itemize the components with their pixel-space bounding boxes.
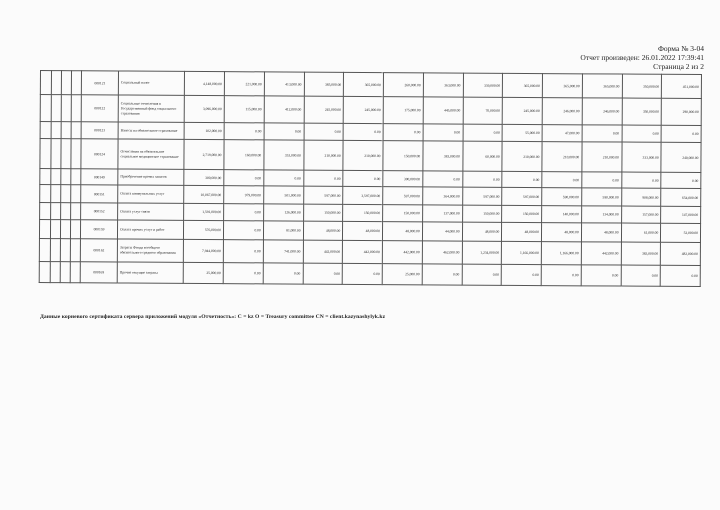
certificate-footer: Данные корневого сертификата сервера приложений модуля «Отчетность»: C = kz O = Treasury committee CN = client.kazynashylyk.kz (40, 314, 386, 320)
month-value: 339,000.00 (463, 73, 503, 97)
empty-cell (70, 239, 80, 262)
empty-cell (71, 95, 81, 122)
empty-cell (70, 220, 80, 239)
month-value: 0.00 (621, 172, 661, 188)
month-value: 137,000.00 (422, 205, 462, 222)
table-row (40, 139, 701, 173)
month-value: 442,000.00 (382, 241, 422, 264)
month-value: 0.00 (502, 171, 542, 187)
row-name: Социальный налог (118, 71, 184, 95)
month-value: 385,000.00 (304, 72, 344, 96)
row-code: 000159 (80, 220, 117, 239)
month-value: 48,000.00 (303, 221, 343, 240)
month-value: 365,000.00 (344, 72, 384, 96)
month-value: 0.00 (661, 125, 701, 142)
empty-cell (61, 95, 71, 122)
month-value: 25,000.00 (382, 264, 422, 285)
empty-cell (40, 139, 51, 169)
empty-cell (51, 169, 61, 185)
month-value: 0.00 (423, 124, 463, 141)
month-value: 47,000.00 (542, 125, 582, 142)
empty-cell (40, 169, 51, 185)
month-value: 0.00 (462, 264, 502, 285)
month-value: 0.00 (303, 263, 343, 284)
row-name: Затраты Фонда всеобщего обязательного среднего образования (117, 239, 183, 262)
month-value: 365,000.00 (503, 73, 543, 97)
month-value: 908,000.00 (621, 188, 661, 206)
month-value: 48,000.00 (382, 222, 422, 241)
month-value: 0.00 (264, 170, 304, 186)
row-code: 000162 (80, 239, 117, 262)
row-code: 000123 (81, 122, 118, 139)
month-value: 210,000.00 (343, 140, 383, 170)
empty-cell (51, 95, 61, 122)
empty-cell (40, 185, 51, 203)
row-total: 102,000.00 (184, 122, 224, 139)
row-name: Прочие текущие затраты (117, 262, 183, 283)
month-value: 0.00 (661, 172, 701, 188)
month-value: 0.00 (582, 172, 622, 188)
empty-cell (71, 203, 81, 220)
row-total: 1,591,000.00 (184, 203, 224, 220)
month-value: 590,000.00 (581, 188, 621, 206)
month-value: 48,000.00 (502, 222, 542, 241)
month-value: 0.00 (224, 123, 264, 140)
empty-cell (61, 203, 71, 220)
month-value: 0.00 (541, 265, 581, 286)
month-value: 44,000.00 (422, 222, 462, 241)
row-total: 4,148,000.00 (184, 71, 224, 95)
empty-cell (71, 71, 81, 95)
empty-cell (40, 203, 51, 220)
month-value: 442,000.00 (581, 242, 621, 265)
month-value: 0.00 (304, 123, 344, 140)
month-value: 333,000.00 (621, 142, 661, 172)
month-value: 0.00 (343, 123, 383, 140)
empty-cell (50, 220, 60, 239)
month-value: 210,000.00 (582, 142, 622, 172)
budget-table (39, 70, 702, 287)
month-value: 245,000.00 (502, 97, 542, 124)
row-name: Оплата услуг связи (118, 203, 184, 220)
month-value: 48,000.00 (541, 223, 581, 242)
month-value: 597,000.00 (462, 187, 502, 205)
month-value: 245,000.00 (343, 96, 383, 123)
month-value: 70,000.00 (463, 97, 503, 124)
month-value: 300,000.00 (383, 171, 423, 187)
month-value: 412,000.00 (264, 96, 304, 123)
month-value: 597,000.00 (502, 187, 542, 205)
empty-cell (61, 139, 71, 169)
month-value: 61,000.00 (621, 223, 661, 242)
month-value: 150,000.00 (502, 205, 542, 222)
row-code: 000152 (81, 203, 118, 220)
month-value: 383,000.00 (423, 141, 463, 171)
month-value: 365,000.00 (582, 74, 622, 98)
month-value: 150,000.00 (343, 204, 383, 221)
month-value: 157,000.00 (621, 206, 661, 223)
month-value: 0.00 (423, 171, 463, 187)
row-total: 3,096,000.00 (184, 95, 224, 122)
month-value: 353,000.00 (264, 140, 304, 170)
month-value: 1,166,000.00 (541, 242, 581, 265)
month-value: 221,000.00 (224, 72, 264, 96)
month-value: 413,000.00 (264, 72, 304, 96)
month-value: 150,000.00 (383, 205, 423, 222)
month-value: 0.00 (422, 264, 462, 285)
month-value: 210,000.00 (303, 140, 343, 170)
row-code: 000149 (81, 169, 118, 185)
page-number: Страница 2 из 2 (653, 62, 704, 71)
row-code: 000169 (80, 262, 117, 283)
month-value: 260,000.00 (383, 73, 423, 97)
month-value: 210,000.00 (502, 141, 542, 171)
month-value: 48,000.00 (343, 221, 383, 240)
empty-cell (60, 262, 70, 283)
month-value: 0.00 (224, 170, 264, 186)
month-value: 0.00 (343, 170, 383, 186)
month-value: 350,000.00 (622, 98, 662, 125)
month-value: 979,000.00 (224, 186, 264, 204)
month-value: 1,166,000.00 (502, 241, 542, 264)
empty-cell (51, 185, 61, 203)
row-name: Отчисления на обязательное социальное медицинское страхование (118, 139, 184, 169)
empty-cell (60, 220, 70, 239)
month-value: 126,000.00 (263, 204, 303, 221)
month-value: 365,000.00 (542, 74, 582, 98)
row-name: Оплата коммунальных услуг (118, 185, 184, 203)
month-value: 597,000.00 (383, 187, 423, 205)
month-value: 0.00 (581, 265, 621, 286)
form-number: Форма № 3-04 (658, 44, 704, 53)
month-value: 0.00 (542, 172, 582, 188)
empty-cell (71, 139, 81, 169)
row-code: 000121 (81, 71, 118, 95)
month-value: 0.00 (223, 240, 263, 263)
month-value: 147,000.00 (661, 206, 701, 223)
row-total: 25,000.00 (183, 262, 223, 283)
month-value: 134,000.00 (581, 206, 621, 223)
month-value: 0.00 (660, 265, 700, 286)
month-value: 246,000.00 (582, 98, 622, 125)
month-value: 210,000.00 (542, 142, 582, 172)
row-total: 300,000.00 (184, 169, 224, 185)
month-value: 55,000.00 (502, 124, 542, 141)
month-value: 383,000.00 (621, 242, 661, 265)
empty-cell (40, 95, 51, 122)
row-code: 000151 (81, 185, 118, 203)
empty-cell (71, 122, 81, 139)
month-value: 462,000.00 (422, 241, 462, 264)
month-value: 597,000.00 (303, 186, 343, 204)
month-value: 0.00 (264, 123, 304, 140)
row-code: 000124 (81, 139, 118, 169)
month-value: 0.00 (582, 125, 622, 142)
row-name: Взносы на обязательное страхование (118, 122, 184, 139)
month-value: 0.00 (223, 263, 263, 284)
month-value: 175,000.00 (383, 97, 423, 124)
empty-cell (61, 71, 71, 95)
empty-cell (61, 122, 71, 139)
month-value: 52,000.00 (661, 223, 701, 242)
month-value: 150,000.00 (303, 204, 343, 221)
month-value: 246,000.00 (542, 98, 582, 125)
month-value: 150,000.00 (462, 205, 502, 222)
empty-cell (71, 185, 81, 203)
month-value: 501,000.00 (263, 186, 303, 204)
month-value: 350,000.00 (622, 74, 662, 98)
row-total: 2,719,000.00 (184, 139, 224, 169)
month-value: 0.00 (223, 221, 263, 240)
month-value: 0.00 (263, 263, 303, 284)
table-row (39, 261, 700, 286)
month-value: 0.00 (342, 263, 382, 284)
month-value: 0.00 (621, 265, 661, 286)
empty-cell (39, 238, 50, 261)
month-value: 451,000.00 (662, 74, 702, 98)
month-value: 245,000.00 (304, 96, 344, 123)
month-value: 0.00 (622, 125, 662, 142)
month-value: 48,000.00 (462, 222, 502, 241)
empty-cell (40, 71, 51, 95)
month-value: 115,000.00 (224, 96, 264, 123)
empty-cell (39, 261, 50, 282)
empty-cell (70, 262, 80, 283)
table-row (40, 95, 701, 126)
month-value: 290,000.00 (661, 98, 701, 125)
month-value: 442,000.00 (343, 240, 383, 263)
empty-cell (51, 203, 61, 220)
row-total: 7,944,000.00 (183, 239, 223, 262)
month-value: 442,000.00 (303, 240, 343, 263)
month-value: 150,000.00 (383, 141, 423, 171)
month-value: 60,000.00 (462, 141, 502, 171)
empty-cell (39, 220, 50, 239)
empty-cell (61, 185, 71, 203)
month-value: 364,000.00 (422, 187, 462, 205)
month-value: 741,000.00 (263, 240, 303, 263)
empty-cell (71, 169, 81, 185)
empty-cell (51, 122, 61, 139)
month-value: 160,000.00 (224, 140, 264, 170)
empty-cell (50, 262, 60, 283)
month-value: 0.00 (462, 171, 502, 187)
month-value: 482,000.00 (661, 242, 701, 265)
month-value: 1,234,000.00 (462, 241, 502, 264)
month-value: 48,000.00 (581, 223, 621, 242)
month-value: 140,000.00 (542, 206, 582, 223)
report-header (580, 44, 704, 71)
month-value: 81,000.00 (263, 221, 303, 240)
month-value: 0.00 (501, 264, 541, 285)
month-value: 0.00 (303, 170, 343, 186)
month-value: 0.00 (383, 124, 423, 141)
row-name: Оплата прочих услуг и работ (117, 220, 183, 239)
month-value: 445,000.00 (423, 97, 463, 124)
row-total: 576,000.00 (183, 220, 223, 239)
month-value: 654,000.00 (661, 188, 701, 206)
month-value: 590,000.00 (542, 188, 582, 206)
empty-cell (40, 122, 51, 139)
month-value: 363,000.00 (423, 73, 463, 97)
row-name: Приобретение прочих запасов (118, 169, 184, 185)
month-value: 0.00 (463, 124, 503, 141)
report-date: Отчет произведен: 26.01.2022 17:39:41 (580, 53, 704, 62)
month-value: 3,597,000.00 (343, 186, 383, 204)
row-code: 000122 (81, 95, 118, 122)
empty-cell (51, 139, 61, 169)
month-value: 240,000.00 (661, 142, 701, 172)
empty-cell (51, 71, 61, 95)
row-name: Социальные отчисления в Государственный фонд социального страхования (118, 95, 184, 122)
row-total: 10,067,000.00 (184, 185, 224, 203)
month-value: 0.00 (224, 204, 264, 221)
empty-cell (50, 239, 60, 262)
empty-cell (60, 239, 70, 262)
empty-cell (61, 169, 71, 185)
